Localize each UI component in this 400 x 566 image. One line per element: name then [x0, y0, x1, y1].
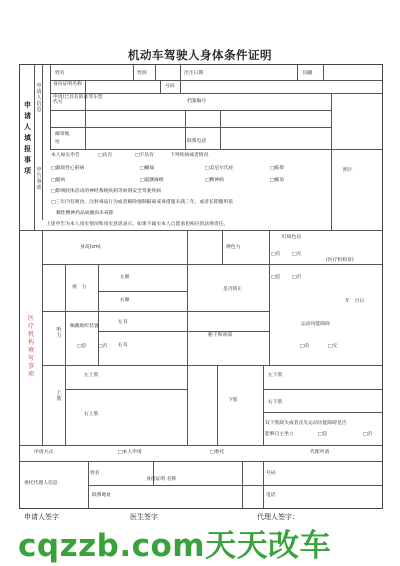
disease-parkinson[interactable]: □震颤麻痹 [140, 178, 164, 183]
color-blind-label: 红绿色盲 [282, 235, 302, 240]
disease-meniere[interactable]: □美尼尔氏症 [205, 166, 234, 171]
right-ear-label: 右耳 [118, 343, 128, 348]
nationality-label: 国籍 [303, 71, 313, 76]
agent-phone-label: 电话 [266, 493, 276, 498]
agent-signature: 代理人签字： [257, 513, 299, 521]
corrected-label: 是否矫正 [223, 287, 243, 292]
declare-yes-checkbox[interactable]: □具有 [98, 153, 113, 158]
id-name-label: 身份证明名称 [53, 82, 82, 87]
application-method-label: 申请方式 [34, 450, 54, 455]
corrected-yes-checkbox[interactable]: □是 [271, 275, 281, 280]
watermark: cqzzb.com天天改车 [18, 528, 332, 564]
doctor-signature: 医生签字 [130, 513, 158, 521]
hearing-yes-checkbox[interactable]: □是 [77, 344, 87, 349]
photo-label: 照片 [343, 168, 353, 173]
applicant-section-label: 申请人填报事项 [24, 101, 31, 175]
name-label: 姓名 [55, 71, 65, 76]
disease-epilepsy[interactable]: □癫痫 [140, 166, 155, 171]
license-type-label: 申请/已具有的准驾车型代号 [53, 95, 103, 106]
motor-disorder-label: 运动功能障碍 [301, 322, 330, 327]
agent-apply-label: 代理申请 [310, 450, 330, 455]
disease-drugs-cont: 赖性精神药品成瘾尚未戒除 [56, 211, 114, 216]
color-none-checkbox[interactable]: □无 [292, 252, 302, 257]
left-ear-label: 左耳 [118, 320, 128, 325]
corrected-no-checkbox[interactable]: □否 [292, 275, 302, 280]
page-title: 机动车驾驶人身体条件证明 [128, 48, 272, 62]
right-eye-label: 右眼 [120, 298, 130, 303]
agent-name-label: 姓名 [90, 471, 100, 476]
right-lower-label: 右下肢 [268, 400, 283, 405]
hearing-no-checkbox[interactable]: □否 [98, 344, 108, 349]
height-label: 身高(cm) [80, 245, 101, 250]
color-has-checkbox[interactable]: □有 [271, 252, 281, 257]
declare-label: 申告事项 [36, 167, 42, 191]
form-table [19, 64, 383, 509]
hearing-label: 听力 [56, 327, 62, 339]
left-upper-label: 左上肢 [84, 373, 99, 378]
declare-intro: 本人如实申告 [51, 153, 80, 158]
hearing-aid-label: 佩戴助听装置 [70, 324, 99, 329]
disease-dementia[interactable]: □痴呆 [270, 178, 285, 183]
disease-vertigo[interactable]: □眩晕 [270, 166, 285, 171]
self-apply-checkbox[interactable]: □本人申请 [118, 450, 142, 455]
applicant-signature: 申请人签字 [24, 513, 59, 521]
lower-limb-label: 下肢 [228, 398, 238, 403]
file-number-label: 档案编号 [187, 99, 207, 104]
medical-section-label: 医疗机构填写事项 [27, 315, 34, 378]
upper-limb-label: 上肢 [56, 390, 62, 402]
motor-has-checkbox[interactable]: □有 [300, 344, 310, 349]
contact-phone-label: 联系电话 [187, 139, 207, 144]
declaration-text: 上述申告为本人真实情况和真实意思表示。如果不属实本人自愿承担相应的法律责任。 [46, 222, 229, 227]
disease-neuro[interactable]: □影响肢体活动的神经系统疾病等妨碍安全驾驶疾病 [51, 189, 162, 194]
disease-drugs[interactable]: □三年内有吸食、注射毒品行为或者解除强制隔离戒毒措施未满三年、或者长期服用依 [51, 200, 234, 205]
sit-no-checkbox[interactable]: □否 [363, 432, 373, 437]
entrust-checkbox[interactable]: □委托 [210, 450, 225, 455]
right-upper-label: 右上肢 [84, 412, 99, 417]
declare-no-checkbox[interactable]: □不具有 [135, 153, 154, 158]
date-label: 年 月日 [345, 299, 365, 304]
birth-date-label: 出生日期 [184, 71, 204, 76]
declare-tail: 下列疾病或者情况 [170, 153, 209, 158]
motor-none-checkbox[interactable]: □无 [328, 344, 338, 349]
left-eye-label: 左眼 [120, 275, 130, 280]
sit-yes-checkbox[interactable]: □是 [318, 432, 328, 437]
postal-address-label: 邮寄地址 [55, 132, 70, 145]
agent-address-label: 联系地址 [92, 493, 112, 498]
agent-number-label: 号码 [266, 471, 276, 476]
agent-info-label: 委托代理人信息 [24, 481, 58, 486]
vision-label: 视 力 [72, 285, 87, 290]
lower-loss-label: 双下肢缺失或者丧失运动功能障碍是否 [265, 421, 347, 426]
self-sit-label: 能够自主坐立 [265, 432, 294, 437]
applicant-info-label: 申请人信息 [36, 83, 42, 113]
id-number-label: 号码 [165, 84, 175, 89]
neck-trunk-label: 躯干和颈部 [208, 333, 232, 338]
disease-hysteria[interactable]: □癔病 [51, 178, 66, 183]
disease-heart[interactable]: □器质性心脏病 [51, 166, 85, 171]
seal-label: (医疗机构章) [326, 258, 354, 263]
gender-label: 性别 [137, 71, 147, 76]
color-vision-label: 辨色力 [226, 245, 241, 250]
left-lower-label: 左下肢 [268, 373, 283, 378]
agent-id-name-label: 身份证明 名称 [146, 477, 177, 482]
disease-psychosis[interactable]: □精神病 [205, 178, 224, 183]
